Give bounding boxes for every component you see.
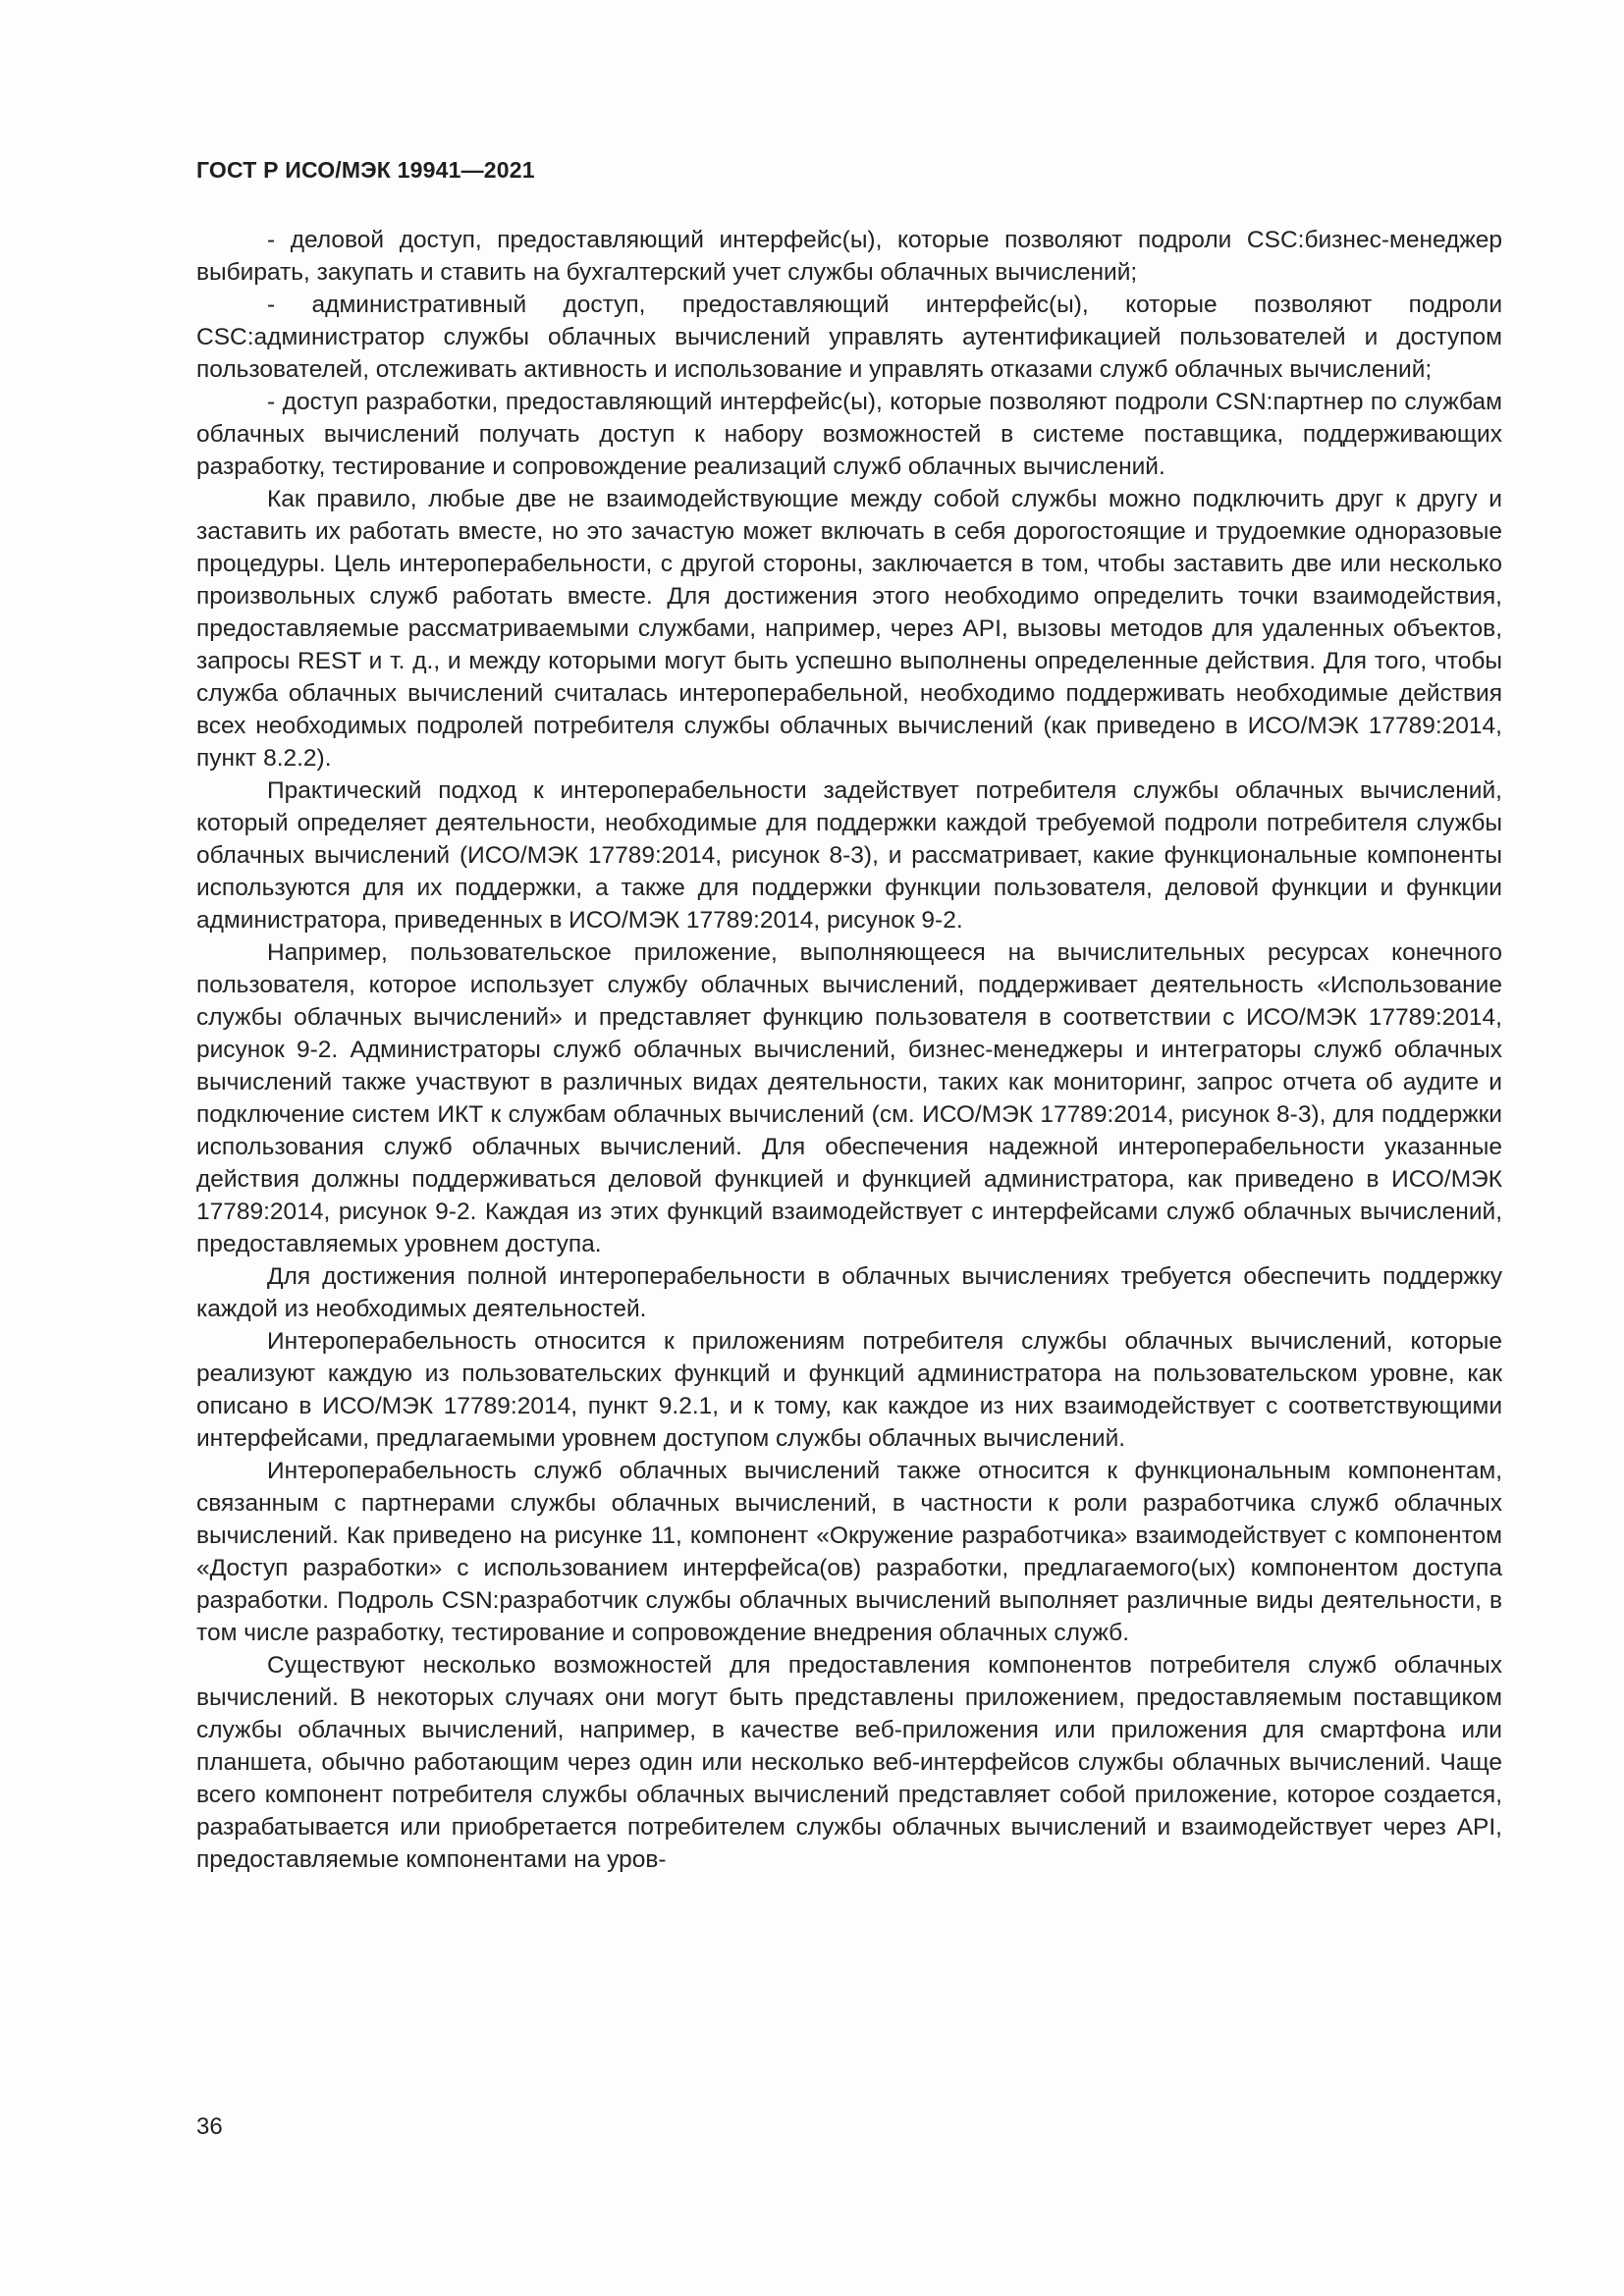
paragraph-bullet-business-access: - деловой доступ, предоставляющий интерфейс(ы), которые позволяют подроли CSC:бизнес-менеджер выбирать, закупать и ставить на бухгалтерский учет службы облачных вычислений; [196,227,1502,286]
paragraph-user-level-functions: Интероперабельность относится к приложениям потребителя службы облачных вычислений, которые реализуют каждую из пользовательских функций и функций администратора на пользовательском уровне, как описано в ИСО/МЭК 17789:2014, пункт 9.2.1, и к тому, как каждое из них взаимодействует с соответствующими интерфейсами, предлагаемыми уровнем доступом службы облачных вычислений. [196,1328,1502,1452]
paragraph-developer-component: Интероперабельность служб облачных вычислений также относится к функциональным компонентам, связанным с партнерами службы облачных вычислений, в частности к роли разработчика служб облачных вычислений. Как приведено на рисунке 11, компонент «Окружение разработчика» взаимодействует с компонентом «Доступ разработки» с использованием интерфейса(ов) разработки, предлагаемого(ых) компонентом доступа разработки. Подроль CSN:разработчик службы облачных вычислений выполняет различные виды деятельности, в том числе разработку, тестирование и сопровождение внедрения облачных служб. [196,1458,1502,1646]
paragraph-example-user-app: Например, пользовательское приложение, выполняющееся на вычислительных ресурсах конечного пользователя, которое использует службу облачных вычислений, поддерживает деятельность «Использование службы облачных вычислений» и представляет функцию пользователя в соответствии с ИСО/МЭК 17789:2014, рисунок 9-2. Администраторы служб облачных вычислений, бизнес-менеджеры и интеграторы служб облачных вычислений также участвуют в различных видах деятельности, таких как мониторинг, запрос отчета об аудите и подключение систем ИКТ к службам облачных вычислений (см. ИСО/МЭК 17789:2014, рисунок 8-3), для поддержки использования служб облачных вычислений. Для обеспечения надежной интероперабельности указанные действия должны поддерживаться деловой функцией и функцией администратора, как приведено в ИСО/МЭК 17789:2014, рисунок 9-2. Каждая из этих функций взаимодействует с интерфейсами служб облачных вычислений, предоставляемых уровнем доступа. [196,939,1502,1257]
paragraph-interoperability-goal: Как правило, любые две не взаимодействующие между собой службы можно подключить друг к другу и заставить их работать вместе, но это зачастую может включать в себя дорогостоящие и трудоемкие одноразовые процедуры. Цель интероперабельности, с другой стороны, заключается в том, чтобы заставить две или несколько произвольных служб работать вместе. Для достижения этого необходимо определить точки взаимодействия, предоставляемые рассматриваемыми службами, например, через API, вызовы методов для удаленных объектов, запросы REST и т. д., и между которыми могут быть успешно выполнены определенные действия. Для того, чтобы служба облачных вычислений считалась интероперабельной, необходимо поддерживать необходимые действия всех необходимых подролей потребителя службы облачных вычислений (как приведено в ИСО/МЭК 17789:2014, пункт 8.2.2). [196,486,1502,772]
standard-title: ГОСТ Р ИСО/МЭК 19941—2021 [196,157,535,183]
paragraph-bullet-development-access: - доступ разработки, предоставляющий интерфейс(ы), которые позволяют подроли CSN:партнер по службам облачных вычислений получать доступ к набору возможностей в системе поставщика, поддерживающих разработку, тестирование и сопровождение реализаций служб облачных вычислений. [196,389,1502,480]
paragraph-component-options: Существуют несколько возможностей для предоставления компонентов потребителя служб облачных вычислений. В некоторых случаях они могут быть представлены приложением, предоставляемым поставщиком службы облачных вычислений, например, в качестве веб-приложения или приложения для смартфона или планшета, обычно работающим через один или несколько веб-интерфейсов службы облачных вычислений. Чаще всего компонент потребителя службы облачных вычислений представляет собой приложение, которое создается, разрабатывается или приобретается потребителем службы облачных вычислений и взаимодействует через API, предоставляемые компонентами на уров- [196,1652,1502,1873]
body-text [196,224,1502,1876]
paragraph-full-interoperability: Для достижения полной интероперабельности в облачных вычислениях требуется обеспечить поддержку каждой из необходимых деятельностей. [196,1263,1502,1322]
paragraph-practical-approach: Практический подход к интероперабельности задействует потребителя службы облачных вычислений, который определяет деятельности, необходимые для поддержки каждой требуемой подроли потребителя службы облачных вычислений (ИСО/МЭК 17789:2014, рисунок 8-3), и рассматривает, какие функциональные компоненты используются для их поддержки, а также для поддержки функции пользователя, деловой функции и функции администратора, приведенных в ИСО/МЭК 17789:2014, рисунок 9-2. [196,777,1502,934]
page-number: 36 [196,2113,223,2140]
paragraph-bullet-admin-access: - административный доступ, предоставляющий интерфейс(ы), которые позволяют подроли CSC:администратор службы облачных вычислений управлять аутентификацией пользователей и доступом пользователей, отслеживать активность и использование и управлять отказами служб облачных вычислений; [196,292,1502,383]
